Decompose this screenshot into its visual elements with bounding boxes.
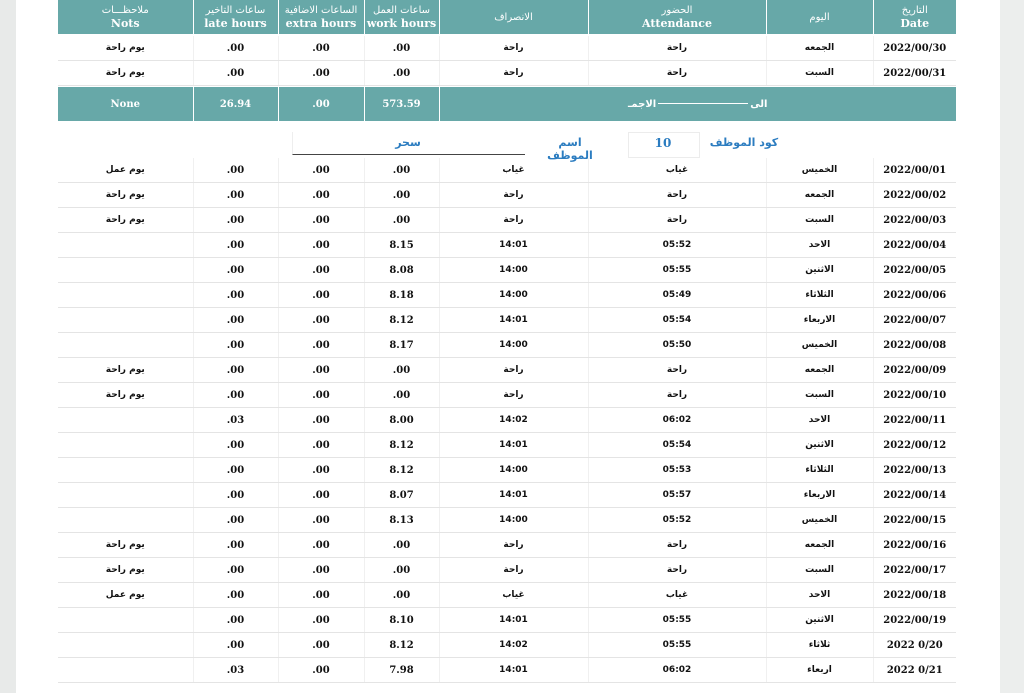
table-row[interactable] (58, 433, 956, 458)
cell-day: السبت (766, 558, 873, 583)
table-row[interactable] (58, 583, 956, 608)
cell-late: .00 (193, 533, 278, 558)
cell-notes: يوم راحة (58, 558, 193, 583)
cell-dep: 14:02 (439, 408, 588, 433)
table-row[interactable] (58, 208, 956, 233)
cell-late: .00 (193, 208, 278, 233)
cell-date: 2022/00/30 (873, 36, 956, 61)
cell-work: 8.13 (364, 508, 439, 533)
cell-work: 8.18 (364, 283, 439, 308)
cell-att: راحة (588, 358, 766, 383)
cell-late: .00 (193, 508, 278, 533)
cell-work: .00 (364, 533, 439, 558)
employee-code-value: 10 (654, 136, 672, 150)
cell-dep: راحة (439, 61, 588, 86)
cell-extra: .00 (278, 333, 364, 358)
cell-extra: .00 (278, 183, 364, 208)
cell-work: 8.12 (364, 458, 439, 483)
cell-work: .00 (364, 36, 439, 61)
cell-date: 2022/00/03 (873, 208, 956, 233)
cell-extra: .00 (278, 433, 364, 458)
cell-day: السبت (766, 208, 873, 233)
cell-att: 05:57 (588, 483, 766, 508)
cell-day: الجمعه (766, 358, 873, 383)
cell-day: الاحد (766, 233, 873, 258)
cell-notes: يوم عمل (58, 158, 193, 183)
cell-date: 2022/00/17 (873, 558, 956, 583)
cell-date: 2022 0/20 (873, 633, 956, 658)
cell-work: 8.07 (364, 483, 439, 508)
col-header-work-hours[interactable]: ساعات العمل work hours (364, 0, 439, 34)
totals-label: الىالاجمـ (439, 87, 956, 121)
cell-att: 05:52 (588, 233, 766, 258)
table-row[interactable] (58, 558, 956, 583)
cell-late: .00 (193, 383, 278, 408)
cell-late: .00 (193, 558, 278, 583)
cell-late: .00 (193, 483, 278, 508)
cell-late: .00 (193, 433, 278, 458)
table-row[interactable] (58, 258, 956, 283)
cell-day: الاثنين (766, 258, 873, 283)
cell-extra: .00 (278, 458, 364, 483)
cell-dep: راحة (439, 36, 588, 61)
col-header-attendance[interactable]: الحضور Attendance (588, 0, 766, 34)
cell-work: 8.10 (364, 608, 439, 633)
cell-dep: 14:01 (439, 483, 588, 508)
cell-extra: .00 (278, 36, 364, 61)
cell-day: السبت (766, 61, 873, 86)
cell-notes (58, 458, 193, 483)
table-row[interactable] (58, 483, 956, 508)
totals-table (58, 87, 956, 121)
cell-extra: .00 (278, 558, 364, 583)
previous-employee-rows (58, 36, 956, 86)
cell-date: 2022/00/09 (873, 358, 956, 383)
cell-att: غياب (588, 583, 766, 608)
totals-row (58, 87, 956, 121)
cell-extra: .00 (278, 158, 364, 183)
cell-work: 8.12 (364, 433, 439, 458)
cell-date: 2022/00/13 (873, 458, 956, 483)
table-row[interactable] (58, 458, 956, 483)
cell-notes (58, 483, 193, 508)
cell-notes (58, 658, 193, 683)
cell-extra: .00 (278, 208, 364, 233)
cell-late: .00 (193, 633, 278, 658)
cell-day: الخميس (766, 158, 873, 183)
table-row[interactable] (58, 508, 956, 533)
cell-date: 2022/00/01 (873, 158, 956, 183)
cell-late: .00 (193, 358, 278, 383)
cell-date: 2022/00/18 (873, 583, 956, 608)
cell-late: .00 (193, 183, 278, 208)
cell-notes: يوم راحة (58, 36, 193, 61)
cell-extra: .00 (278, 533, 364, 558)
cell-date: 2022/00/12 (873, 433, 956, 458)
cell-day: الجمعه (766, 533, 873, 558)
cell-notes: يوم راحة (58, 358, 193, 383)
cell-dep: 14:01 (439, 233, 588, 258)
cell-notes (58, 308, 193, 333)
cell-work: .00 (364, 358, 439, 383)
cell-date: 2022/00/31 (873, 61, 956, 86)
cell-dep: 14:00 (439, 283, 588, 308)
cell-extra: .00 (278, 483, 364, 508)
cell-notes (58, 608, 193, 633)
cell-att: 05:55 (588, 633, 766, 658)
cell-extra: .00 (278, 633, 364, 658)
cell-extra: .00 (278, 608, 364, 633)
col-header-late-hours[interactable]: ساعات التاخير late hours (193, 0, 278, 34)
cell-late: .03 (193, 408, 278, 433)
cell-date: 2022/00/19 (873, 608, 956, 633)
cell-att: راحة (588, 533, 766, 558)
cell-work: 8.12 (364, 308, 439, 333)
cell-notes (58, 633, 193, 658)
cell-notes: يوم راحة (58, 533, 193, 558)
table-row[interactable] (58, 183, 956, 208)
cell-notes (58, 508, 193, 533)
cell-extra: .00 (278, 583, 364, 608)
table-row[interactable] (58, 658, 956, 683)
cell-att: 05:55 (588, 608, 766, 633)
cell-day: الاحد (766, 408, 873, 433)
table-row[interactable] (58, 333, 956, 358)
cell-dep: 14:00 (439, 508, 588, 533)
cell-notes (58, 408, 193, 433)
cell-day: الثلاثاء (766, 458, 873, 483)
cell-date: 2022/00/07 (873, 308, 956, 333)
cell-work: .00 (364, 158, 439, 183)
cell-dep: غياب (439, 583, 588, 608)
cell-dep: 14:00 (439, 333, 588, 358)
cell-extra: .00 (278, 408, 364, 433)
cell-date: 2022/00/05 (873, 258, 956, 283)
cell-dep: 14:02 (439, 633, 588, 658)
total-late-hours: 26.94 (193, 87, 278, 121)
cell-day: اربعاء (766, 658, 873, 683)
header-table (58, 0, 956, 34)
cell-extra: .00 (278, 283, 364, 308)
cell-late: .00 (193, 583, 278, 608)
cell-date: 2022/00/15 (873, 508, 956, 533)
table-row[interactable] (58, 283, 956, 308)
cell-extra: .00 (278, 658, 364, 683)
employee-name-value: سحر (395, 136, 421, 149)
table-row[interactable] (58, 308, 956, 333)
cell-notes: يوم راحة (58, 61, 193, 86)
table-row[interactable] (58, 158, 956, 183)
cell-date: 2022/00/11 (873, 408, 956, 433)
cell-notes (58, 433, 193, 458)
cell-work: 7.98 (364, 658, 439, 683)
cell-late: .03 (193, 658, 278, 683)
table-row[interactable] (58, 61, 956, 86)
cell-work: 8.12 (364, 633, 439, 658)
cell-date: 2022/00/10 (873, 383, 956, 408)
cell-late: .00 (193, 258, 278, 283)
cell-att: راحة (588, 183, 766, 208)
cell-late: .00 (193, 458, 278, 483)
cell-date: 2022 0/21 (873, 658, 956, 683)
cell-dep: غياب (439, 158, 588, 183)
column-header-row (58, 0, 956, 34)
cell-late: .00 (193, 608, 278, 633)
cell-notes (58, 258, 193, 283)
cell-att: راحة (588, 36, 766, 61)
cell-extra: .00 (278, 61, 364, 86)
page-left-margin (0, 0, 16, 693)
cell-notes (58, 233, 193, 258)
cell-extra: .00 (278, 358, 364, 383)
cell-dep: 14:00 (439, 458, 588, 483)
cell-att: 05:54 (588, 308, 766, 333)
cell-late: .00 (193, 283, 278, 308)
cell-work: .00 (364, 61, 439, 86)
cell-day: الجمعه (766, 36, 873, 61)
cell-extra: .00 (278, 258, 364, 283)
cell-notes (58, 333, 193, 358)
cell-late: .00 (193, 333, 278, 358)
employee-name-label: اسم الموظف (547, 136, 593, 162)
cell-work: .00 (364, 183, 439, 208)
cell-dep: 14:01 (439, 658, 588, 683)
cell-late: .00 (193, 233, 278, 258)
cell-att: 05:50 (588, 333, 766, 358)
table-row[interactable] (58, 36, 956, 61)
cell-att: راحة (588, 61, 766, 86)
cell-work: .00 (364, 383, 439, 408)
table-row[interactable] (58, 633, 956, 658)
cell-date: 2022/00/14 (873, 483, 956, 508)
cell-day: الاربعاء (766, 483, 873, 508)
cell-day: الثلاثاء (766, 283, 873, 308)
total-work-hours: 573.59 (364, 87, 439, 121)
cell-att: 05:49 (588, 283, 766, 308)
cell-work: .00 (364, 583, 439, 608)
cell-date: 2022/00/16 (873, 533, 956, 558)
cell-extra: .00 (278, 383, 364, 408)
cell-dep: راحة (439, 208, 588, 233)
cell-date: 2022/00/02 (873, 183, 956, 208)
cell-date: 2022/00/04 (873, 233, 956, 258)
page-right-margin (1000, 0, 1024, 693)
cell-day: الاثنين (766, 433, 873, 458)
table-row[interactable] (58, 533, 956, 558)
cell-att: 05:52 (588, 508, 766, 533)
cell-dep: راحة (439, 533, 588, 558)
total-notes: None (58, 87, 193, 121)
cell-att: 05:54 (588, 433, 766, 458)
col-header-extra-hours[interactable]: الساعات الاضافية extra hours (278, 0, 364, 34)
cell-extra: .00 (278, 308, 364, 333)
cell-work: 8.08 (364, 258, 439, 283)
cell-day: الاثنين (766, 608, 873, 633)
table-row[interactable] (58, 233, 956, 258)
cell-extra: .00 (278, 233, 364, 258)
cell-day: ثلاثاء (766, 633, 873, 658)
cell-att: 05:55 (588, 258, 766, 283)
cell-att: راحة (588, 558, 766, 583)
cell-work: 8.00 (364, 408, 439, 433)
cell-late: .00 (193, 158, 278, 183)
cell-att: 05:53 (588, 458, 766, 483)
cell-work: 8.17 (364, 333, 439, 358)
col-header-day[interactable]: اليوم (766, 0, 873, 34)
employee-info-bar (0, 130, 1024, 162)
col-header-departure[interactable]: الانصراف (439, 0, 588, 34)
cell-day: الخميس (766, 333, 873, 358)
cell-att: 06:02 (588, 658, 766, 683)
cell-dep: 14:01 (439, 433, 588, 458)
cell-notes: يوم راحة (58, 383, 193, 408)
cell-att: غياب (588, 158, 766, 183)
cell-late: .00 (193, 61, 278, 86)
cell-dep: 14:00 (439, 258, 588, 283)
cell-day: الاربعاء (766, 308, 873, 333)
cell-dep: راحة (439, 558, 588, 583)
cell-dep: راحة (439, 358, 588, 383)
col-header-notes[interactable]: ملاحظـــات Nots (58, 0, 193, 34)
cell-notes: يوم راحة (58, 183, 193, 208)
cell-late: .00 (193, 308, 278, 333)
cell-notes: يوم راحة (58, 208, 193, 233)
cell-day: الاحد (766, 583, 873, 608)
cell-day: الجمعه (766, 183, 873, 208)
cell-dep: راحة (439, 383, 588, 408)
cell-date: 2022/00/06 (873, 283, 956, 308)
cell-extra: .00 (278, 508, 364, 533)
attendance-table (58, 158, 956, 683)
cell-day: الخميس (766, 508, 873, 533)
totals-label-stretch (658, 103, 748, 104)
employee-code-label: كود الموظف (709, 136, 779, 149)
cell-dep: راحة (439, 183, 588, 208)
cell-work: .00 (364, 558, 439, 583)
cell-dep: 14:01 (439, 308, 588, 333)
cell-late: .00 (193, 36, 278, 61)
cell-att: 06:02 (588, 408, 766, 433)
table-row[interactable] (58, 408, 956, 433)
cell-att: راحة (588, 383, 766, 408)
total-extra-hours: .00 (278, 87, 364, 121)
cell-notes (58, 283, 193, 308)
cell-notes: يوم عمل (58, 583, 193, 608)
table-row[interactable] (58, 358, 956, 383)
cell-work: .00 (364, 208, 439, 233)
cell-day: السبت (766, 383, 873, 408)
col-header-date[interactable]: التاريخ Date (873, 0, 956, 34)
cell-date: 2022/00/08 (873, 333, 956, 358)
cell-work: 8.15 (364, 233, 439, 258)
cell-dep: 14:01 (439, 608, 588, 633)
table-row[interactable] (58, 608, 956, 633)
cell-att: راحة (588, 208, 766, 233)
table-row[interactable] (58, 383, 956, 408)
